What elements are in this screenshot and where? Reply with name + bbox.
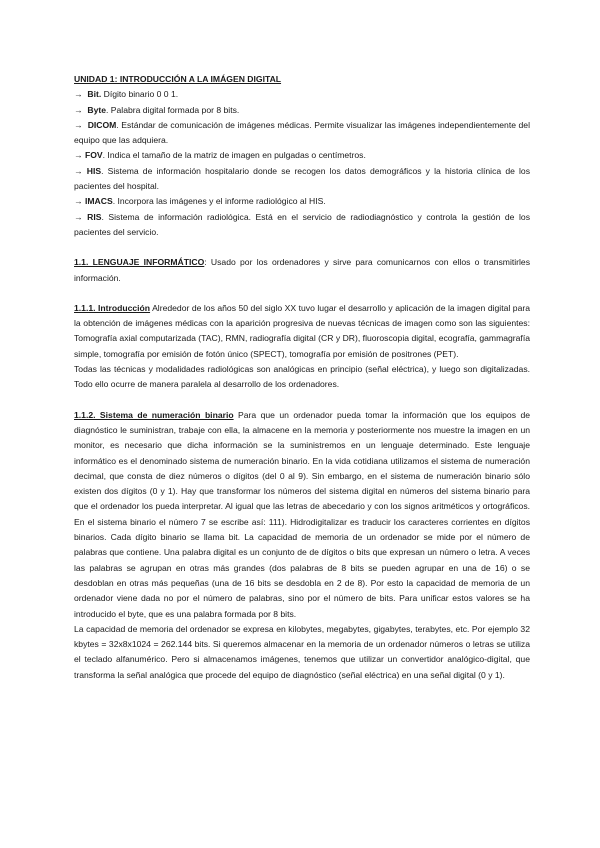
definition-his: → HIS. Sistema de información hospitalario donde se recogen los datos demográficos y la historia clínica de los pacientes del hospital. [74,165,531,192]
paragraph: Todas las técnicas y modalidades radiológicas son analógicas en principio (señal eléctrica), y luego son digitalizadas. Todo ello ocurre de manera paralela al desarrollo de los ordenadores. [74,364,530,390]
arrow-icon: → [74,119,83,130]
arrow-icon: → [74,150,83,161]
paragraph: La capacidad de memoria del ordenador se expresa en kilobytes, megabytes, gigabytes, terabytes, etc. Por ejemplo 32 kbytes = 32x8x1024 = 262.144 bits. Si queremos almacenar en la memoria de un ordenador números o letras se utiliza el teclado alfanumérico. Pero si almacenamos imágenes, tenemos que utilizar un convertidor analógico-digital, que transforma la señal analógica que procede del equipo de diagnóstico (señal eléctrica) en una señal digital (0 y 1). [74,623,530,680]
definition-fov: → FOV. Indica el tamaño de la matriz de imagen en pulgadas o centímetros. [74,148,530,163]
section-sistema-binario: 1.1.2. Sistema de numeración binario Para que un ordenador pueda tomar la información que los equipos de diagnóstico le suministran, trabaje con ella, la almacene en la memoria y posteriormente nos muestre la imagen en un monitor, es necesario que dicha información se la suministremos en un lenguaje determinado. Este lenguaje informático es el denominado sistema de numeración binario. En la vida cotidiana utilizamos el sistema de numeración decimal, que consta de diez números o dígitos (del 0 al 9). Sin embargo, en el sistema de numeración binario sólo existen dos dígitos (0 y 1). Hay que transformar los números del sistema digital en números del sistema binario para que el ordenador los pueda interpretar. Al igual que las letras de abecedario y con los signos aritméticos y ortográficos. En el sistema binario el número 7 se escribe así: 111). Hidrodigitalizar es traducir los caracteres corrientes en dígitos binarios. Cada dígito binario se llama bit. La capacidad de memoria de un ordenador se mide por el número de palabras que contiene. Una palabra digital es un conjunto de de dígitos o bits que expresan un número o letra. A veces las palabras se agrupan en otras más grandes (dos palabras de 8 bits se pueden agrupar en una de 16) o se desdoblan en otras más pequeñas (una de 16 bits se desdobla en 2 de 8). Por esto la capacidad de memoria de un ordenador viene dada no por el número de palabras, sino por el número de bits. Para unificar estos valores se ha introducido el byte, que es una palabra formada por 8 bits. [74,409,530,619]
arrow-icon: → [74,196,83,207]
definition-byte: → Byte. Palabra digital formada por 8 bits. [74,103,530,118]
arrow-icon: → [74,211,83,222]
arrow-icon: → [74,89,83,100]
definition-imacs: → IMACS. Incorpora las imágenes y el informe radiológico al HIS. [74,194,530,209]
arrow-icon: → [74,104,83,115]
spacer [74,286,530,301]
section-introduccion: 1.1.1. Introducción Alrededor de los años 50 del siglo XX tuvo lugar el desarrollo y aplicación de la imagen digital para la obtención de imágenes médicas con la aparición progresiva de nuevas técnicas de imagen como son las siguientes: Tomografía axial computarizada (TAC), RMN, radiografía digital (CR y DR), fluoroscopia digital, ecografía, gammagrafía simple, tomografía por emisión de fotón único (SPECT), tomografía por emisión de positrones (PET). [74,302,530,359]
section-heading: 1.1.2. Sistema de numeración binario [74,409,234,420]
spacer [74,393,530,408]
arrow-icon: → [74,165,83,176]
spacer [74,240,530,255]
unit-title: UNIDAD 1: INTRODUCCIÓN A LA IMÁGEN DIGITAL [74,74,282,84]
section-heading: 1.1. LENGUAJE INFORMÁTICO [74,257,205,268]
definition-dicom: → DICOM. Estándar de comunicación de imágenes médicas. Permite visualizar las imágenes independientemente del equipo que las adquiera. [74,119,530,146]
section-lenguaje-informatico: 1.1. LENGUAJE INFORMÁTICO: Usado por los ordenadores y sirve para comunicarnos con ellos o transmitirles información. [74,257,531,283]
definition-ris: → RIS. Sistema de información radiológica. Está en el servicio de radiodiagnóstico y controla la gestión de los pacientes del servicio. [74,211,530,237]
definition-bit: → Bit. Dígito binario 0 0 1. [74,87,530,102]
section-heading: 1.1.1. Introducción [74,302,151,313]
document-page [74,72,530,683]
